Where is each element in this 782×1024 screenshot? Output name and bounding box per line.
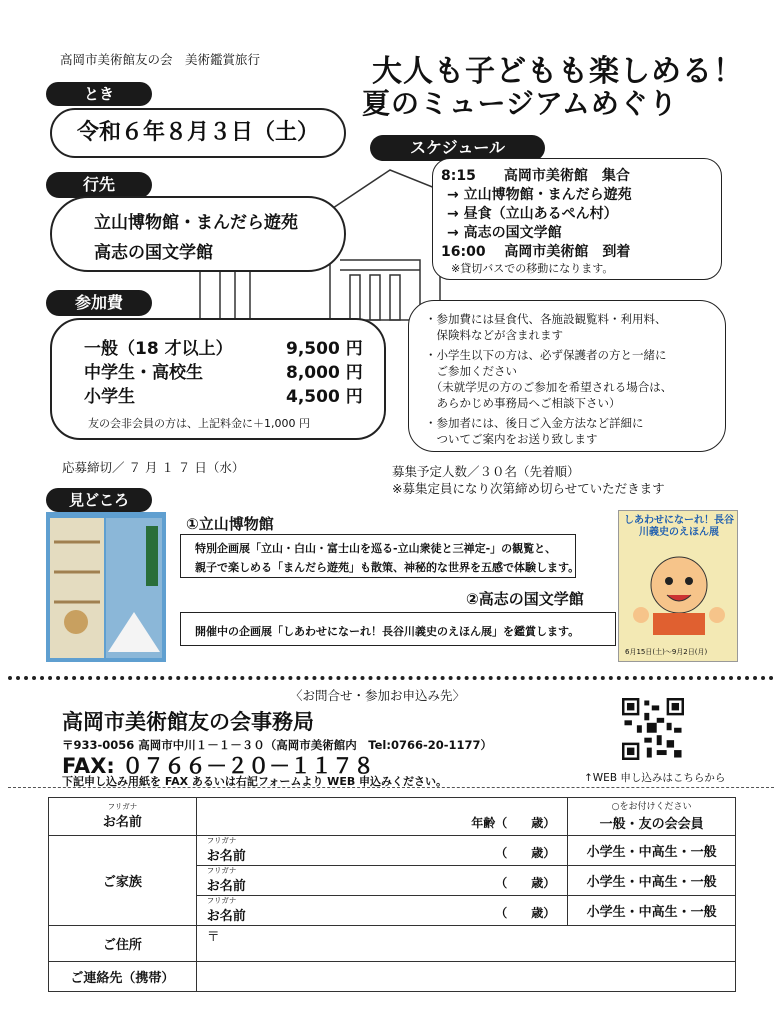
family-category-3[interactable]: 小学生・中高生・一般 [568, 896, 736, 926]
name-label: お名前 [206, 909, 246, 924]
highlights-label: 見どころ [46, 488, 152, 512]
family-name-field-3[interactable] [196, 896, 567, 926]
form-name-label-cell [49, 798, 197, 836]
capacity-line2: ※募集定員になり次第締め切らせていただきます [392, 481, 665, 496]
event-date: 令和６年８月３日（土） [50, 108, 346, 158]
highlight2-line1: 開催中の企画展「しあわせになーれ！長谷川義史のえほん展」を鑑賞します。 [195, 625, 580, 638]
name-label: お名前 [102, 815, 142, 830]
furigana-label: フリガナ [206, 866, 237, 875]
poster-dates: 6月15日(土)～9月2日(月) [625, 648, 708, 656]
qr-caption: ↑WEB 申し込みはこちらから [584, 772, 726, 784]
note-line: （未就学児の方のご参加を希望される場合は、 [425, 380, 673, 394]
poster-title: しあわせになーれ！長谷川義史のえほん展 [624, 515, 734, 538]
age-label: （ 歳） [495, 846, 556, 860]
family-name-field-1[interactable] [196, 836, 567, 866]
highlight1-line2: 親子で楽しめる「まんだら遊苑」も散策、神秘的な世界を五感で体験します。 [195, 561, 580, 574]
destination-box [50, 196, 346, 272]
family-label: ご家族 [102, 875, 142, 890]
highlight2-box [180, 612, 616, 646]
circle-note: ○をお付けください [611, 801, 692, 812]
furigana-label: フリガナ [206, 896, 237, 905]
name-label: お名前 [206, 879, 246, 894]
note-line: ご参加ください [425, 364, 517, 378]
office-address: 〒933-0056 高岡市中川１－１－３０（高岡市美術館内 Tel:0766-20-1177） [62, 738, 493, 752]
main-title-line2: 夏のミュージアムめぐり [362, 87, 678, 120]
note-line: ・小学生以下の方は、必ず保護者の方と一緒に [425, 348, 667, 362]
destination-line2: 高志の国文学館 [94, 243, 213, 263]
fax-number: FAX: ０７６６－２０－１１７８ [62, 754, 375, 778]
fee-label: 参加費 [46, 290, 152, 316]
highlight1-line1: 特別企画展「立山・白山・富士山を巡る‐立山衆徒と三禅定‐」の観覧と、 [195, 542, 557, 555]
highlight1-box [180, 534, 580, 578]
fee-price: 4,500 円 [286, 387, 363, 407]
member-type-cell[interactable] [568, 798, 736, 836]
schedule-box [432, 158, 722, 280]
schedule-line: → 昼食（立山あるぺん村） [447, 206, 618, 222]
application-deadline: 応募締切／ ７ 月 １ ７ 日（水） [62, 460, 245, 475]
highlight1-title: ①立山博物館 [186, 515, 274, 533]
furigana-label: フリガナ [107, 802, 138, 811]
poster-illustration [629, 545, 729, 635]
cut-line-dashed [8, 787, 774, 788]
schedule-line: → 高志の国文学館 [447, 225, 562, 241]
applicant-name-field[interactable] [196, 798, 567, 836]
destination-label: 行先 [46, 172, 152, 198]
family-name-field-2[interactable] [196, 866, 567, 896]
fee-box [50, 318, 386, 440]
schedule-line: 16:00 高岡市美術館 到着 [441, 244, 631, 260]
office-name: 高岡市美術館友の会事務局 [62, 710, 314, 734]
application-instructions: 下記申し込み用紙を FAX あるいは右記フォームより WEB 申込みください。 [62, 775, 448, 788]
contact-phone-label: ご連絡先（携帯） [49, 962, 197, 992]
fee-category: 中学生・高校生 [84, 363, 203, 383]
contact-phone-field[interactable] [196, 962, 735, 992]
schedule-note: ※貸切バスでの移動になります。 [451, 262, 614, 275]
fee-category: 一般（18 才以上） [84, 339, 233, 359]
address-field[interactable] [196, 926, 735, 962]
schedule-line: → 立山博物館・まんだら遊苑 [447, 187, 632, 203]
highlight2-title: ②高志の国文学館 [466, 590, 584, 608]
cut-line-dotted [8, 676, 774, 680]
schedule-line: 8:15 高岡市美術館 集合 [441, 168, 630, 184]
notes-box [408, 300, 726, 452]
note-line: ・参加者には、後日ご入金方法など詳細に [425, 416, 644, 430]
destination-line1: 立山博物館・まんだら遊苑 [94, 213, 298, 233]
furigana-label: フリガナ [206, 836, 237, 845]
family-category-2[interactable]: 小学生・中高生・一般 [568, 866, 736, 896]
when-label: とき [46, 82, 152, 106]
fee-price: 9,500 円 [286, 339, 363, 359]
contact-heading: 〈お問合せ・参加お申込み先〉 [290, 688, 466, 703]
address-label: ご住所 [49, 926, 197, 962]
note-line: ・参加費には昼食代、各施設観覧料・利用料、 [425, 312, 667, 326]
ehon-exhibition-poster [618, 510, 738, 662]
family-label-cell [49, 836, 197, 926]
note-line: ついてご案内をお送り致します [425, 432, 598, 446]
qr-code-icon[interactable] [622, 698, 684, 760]
capacity-line1: 募集予定人数／３０名（先着順） [392, 464, 580, 479]
organization-label: 高岡市美術館友の会 美術鑑賞旅行 [60, 52, 261, 67]
postal-mark: 〒 [206, 930, 220, 945]
member-type-options: 一般・友の会会員 [599, 816, 704, 832]
age-label: （ 歳） [495, 876, 556, 890]
age-label: （ 歳） [495, 906, 556, 920]
family-category-1[interactable]: 小学生・中高生・一般 [568, 836, 736, 866]
fee-price: 8,000 円 [286, 363, 363, 383]
schedule-label: スケジュール [370, 135, 545, 161]
name-label: お名前 [206, 849, 246, 864]
tateyama-exhibition-poster-image [46, 512, 166, 662]
age-label: 年齢（ 歳） [471, 816, 556, 830]
application-form-table [48, 797, 736, 992]
fee-note: 友の会非会員の方は、上記料金に＋1,000 円 [88, 417, 310, 430]
main-title-line1: 大人も子どもも楽しめる！ [372, 54, 744, 89]
note-line: 保険料などが含まれます [425, 328, 563, 342]
note-line: あらかじめ事務局へご相談下さい） [425, 396, 621, 410]
fee-category: 小学生 [84, 387, 135, 407]
